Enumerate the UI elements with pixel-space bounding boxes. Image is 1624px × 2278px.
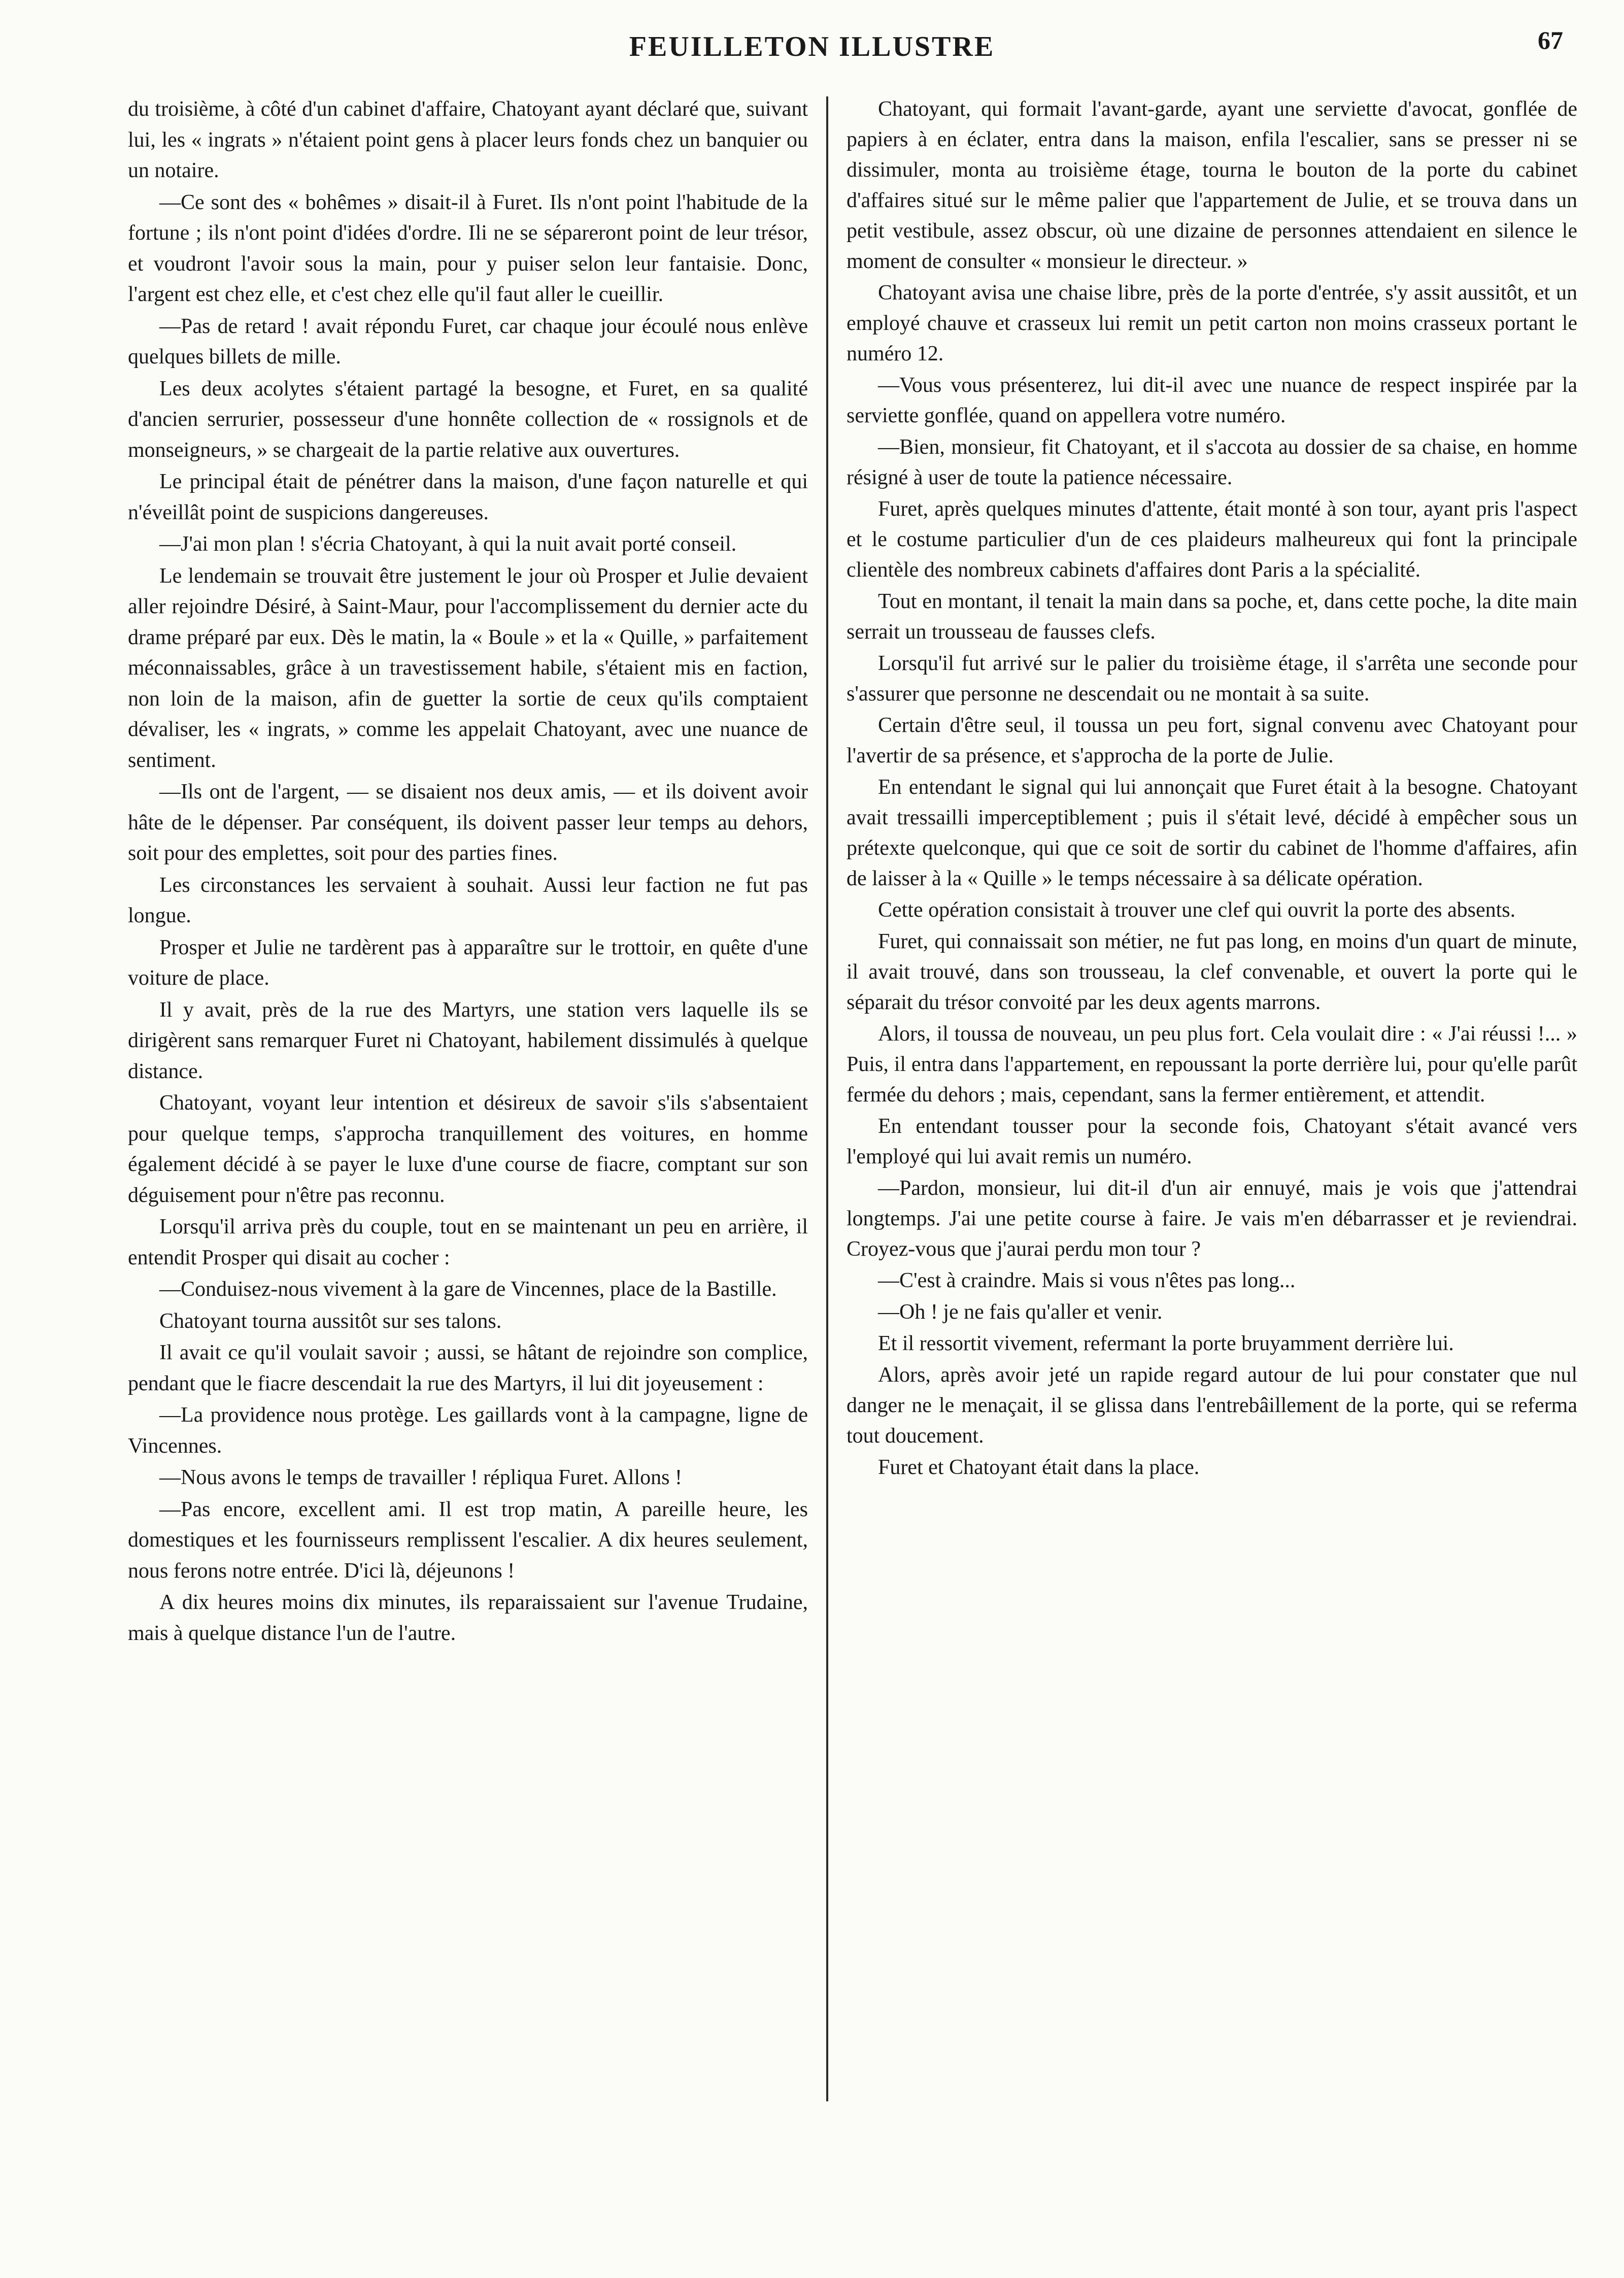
paragraph: Cette opération consistait à trouver une clef qui ouvrit la porte des absents.: [878, 898, 1516, 922]
paragraph: —Conduisez-nous vivement à la gare de Vincennes, place de la Bastille.: [159, 1278, 777, 1301]
paragraph: —La providence nous protège. Les gaillards vont à la campagne, ligne de Vincennes.: [128, 1403, 808, 1458]
paragraph: Prosper et Julie ne tardèrent pas à apparaître sur le trottoir, en quête d'une voiture de place.: [128, 935, 808, 990]
paragraph: Lorsqu'il arriva près du couple, tout en se maintenant un peu en arrière, il entendit Prosper qui disait au cocher :: [128, 1215, 808, 1269]
paragraph: du troisième, à côté d'un cabinet d'affaire, Chatoyant ayant déclaré que, suivant lui, les « ingrats » n'étaient point gens à placer leurs fonds chez un banquier ou un notaire.: [128, 97, 808, 182]
paragraph: Furet, qui connaissait son métier, ne fut pas long, en moins d'un quart de minute, il avait trouvé, dans son trousseau, la clef convenable, et ouvert la porte qui le séparait du trésor convoité par les deux agents marrons.: [847, 930, 1577, 1014]
paragraph: Le principal était de pénétrer dans la maison, d'une façon naturelle et qui n'éveillât point de suspicions dangereuses.: [128, 470, 808, 524]
paragraph: Chatoyant tourna aussitôt sur ses talons.: [159, 1309, 502, 1333]
paragraph: Furet et Chatoyant était dans la place.: [878, 1456, 1200, 1479]
paragraph: Il avait ce qu'il voulait savoir ; aussi, se hâtant de rejoindre son complice, pendant que le fiacre descendait la rue des Martyrs, il lui dit joyeusement :: [128, 1341, 808, 1395]
page-number: 67: [1538, 26, 1563, 54]
paragraph: —Ils ont de l'argent, — se disaient nos deux amis, — et ils doivent avoir hâte de le dépenser. Par conséquent, ils doivent passer leur temps au dehors, soit pour des emplettes, soit pour des parties fines.: [128, 780, 808, 865]
paragraph: A dix heures moins dix minutes, ils reparaissaient sur l'avenue Trudaine, mais à quelque distance l'un de l'autre.: [128, 1591, 808, 1645]
column-divider: [826, 96, 828, 2101]
paragraph: —C'est à craindre. Mais si vous n'êtes pas long...: [878, 1269, 1296, 1292]
right-column: [847, 94, 1577, 1484]
paragraph: Alors, après avoir jeté un rapide regard autour de lui pour constater que nul danger ne le menaçait, il se glissa dans l'entrebâillement de la porte, qui se referma tout doucement.: [847, 1363, 1577, 1448]
paragraph: Chatoyant avisa une chaise libre, près de la porte d'entrée, s'y assit aussitôt, et un employé chauve et crasseux lui remit un petit carton non moins crasseux portant le numéro 12.: [847, 281, 1577, 365]
paragraph: —Oh ! je ne fais qu'aller et venir.: [878, 1300, 1163, 1324]
paragraph: Chatoyant, voyant leur intention et désireux de savoir s'ils s'absentaient pour quelque temps, s'approcha tranquillement des voitures, en homme également décidé à se payer le luxe d'une course de fiacre, comptant sur son déguisement pour n'être pas reconnu.: [128, 1091, 808, 1207]
paragraph: Certain d'être seul, il toussa un peu fort, signal convenu avec Chatoyant pour l'avertir de sa présence, et s'approcha de la porte de Julie.: [847, 714, 1577, 767]
paragraph: —Pas encore, excellent ami. Il est trop matin, A pareille heure, les domestiques et les fournisseurs remplissent l'escalier. A dix heures seulement, nous ferons notre entrée. D'ici là, déjeunons !: [128, 1497, 808, 1583]
paragraph: —Ce sont des « bohêmes » disait-il à Furet. Ils n'ont point l'habitude de la fortune ; ils n'ont point d'idées d'ordre. Ili ne se sépareront point de leur trésor, et voudront l'avoir sous la main, pour y puiser selon leur fantaisie. Donc, l'argent est chez elle, et c'est chez elle qu'il faut aller le cueillir.: [128, 190, 808, 306]
paragraph: Chatoyant, qui formait l'avant-garde, ayant une serviette d'avocat, gonflée de papiers à en éclater, entra dans la maison, enfila l'escalier, sans se presser ni se dissimuler, monta au troisième étage, tourna le bouton de la porte du cabinet d'affaires situé sur le même palier que l'appartement de Julie, et se trouva dans un petit vestibule, assez obscur, où une dizaine de personnes attendaient en silence le moment de consulter « monsieur le directeur. »: [847, 97, 1577, 273]
paragraph: Furet, après quelques minutes d'attente, était monté à son tour, ayant pris l'aspect et le costume particulier d'un de ces plaideurs malheureux qui font la principale clientèle des nombreux cabinets d'affaires dont Paris a la spécialité.: [847, 497, 1577, 582]
paragraph: En entendant le signal qui lui annonçait que Furet était à la besogne. Chatoyant avait tressailli imperceptiblement ; puis il s'était levé, décidé à empêcher sous un prétexte quelconque, qui que ce soit de sortir du cabinet de l'homme d'affaires, afin de laisser à la « Quille » le temps nécessaire à sa délicate opération.: [847, 776, 1577, 890]
paragraph: —J'ai mon plan ! s'écria Chatoyant, à qui la nuit avait porté conseil.: [159, 532, 737, 556]
paragraph: Il y avait, près de la rue des Martyrs, une station vers laquelle ils se dirigèrent sans remarquer Furet ni Chatoyant, habilement dissimulés à quelque distance.: [128, 998, 808, 1083]
paragraph: —Pas de retard ! avait répondu Furet, car chaque jour écoulé nous enlève quelques billets de mille.: [128, 314, 808, 368]
paragraph: Alors, il toussa de nouveau, un peu plus fort. Cela voulait dire : « J'ai réussi !... » Puis, il entra dans l'appartement, en repoussant la porte derrière lui, pour qu'elle parût fermée du dehors ; mais, cependant, sans la fermer entièrement, et attendit.: [847, 1022, 1577, 1107]
running-title: FEUILLETON ILLUSTRE: [629, 31, 995, 62]
paragraph: —Pardon, monsieur, lui dit-il d'un air ennuyé, mais je vois que j'attendrai longtemps. J'ai une petite course à faire. Je vais m'en débarrasser et je reviendrai. Croyez-vous que j'aurai perdu mon tour ?: [847, 1177, 1577, 1261]
paragraph: —Bien, monsieur, fit Chatoyant, et il s'accota au dossier de sa chaise, en homme résigné à user de toute la patience nécessaire.: [847, 436, 1577, 489]
paragraph: Les circonstances les servaient à souhait. Aussi leur faction ne fut pas longue.: [128, 873, 808, 927]
page-header: [0, 26, 1624, 76]
paragraph: En entendant tousser pour la seconde fois, Chatoyant s'était avancé vers l'employé qui lui avait remis un numéro.: [847, 1115, 1577, 1168]
left-column: [128, 94, 808, 1650]
paragraph: —Nous avons le temps de travailler ! répliqua Furet. Allons !: [159, 1466, 682, 1489]
paragraph: —Vous vous présenterez, lui dit-il avec une nuance de respect inspirée par la serviette gonflée, quand on appellera votre numéro.: [847, 374, 1577, 427]
paragraph: Et il ressortit vivement, refermant la porte bruyamment derrière lui.: [878, 1332, 1454, 1355]
paragraph: Lorsqu'il fut arrivé sur le palier du troisième étage, il s'arrêta une seconde pour s'assurer que personne ne descendait ou ne montait à sa suite.: [847, 652, 1577, 706]
paragraph: Tout en montant, il tenait la main dans sa poche, et, dans cette poche, la dite main serrait un trousseau de fausses clefs.: [847, 590, 1577, 644]
paragraph: Les deux acolytes s'étaient partagé la besogne, et Furet, en sa qualité d'ancien serrurier, possesseur d'une honnête collection de « rossignols et de monseigneurs, » se chargeait de la partie relative aux ouvertures.: [128, 377, 808, 462]
paragraph: Le lendemain se trouvait être justement le jour où Prosper et Julie devaient aller rejoindre Désiré, à Saint-Maur, pour l'accomplissement du dernier acte du drame préparé par eux. Dès le matin, la « Boule » et la « Quille, » parfaitement méconnaissables, grâce à un travestissement habile, s'étaient mis en faction, non loin de la maison, afin de guetter la sortie de ceux qu'ils comptaient dévaliser, les « ingrats, » comme les appelait Chatoyant, avec une nuance de sentiment.: [128, 564, 808, 772]
